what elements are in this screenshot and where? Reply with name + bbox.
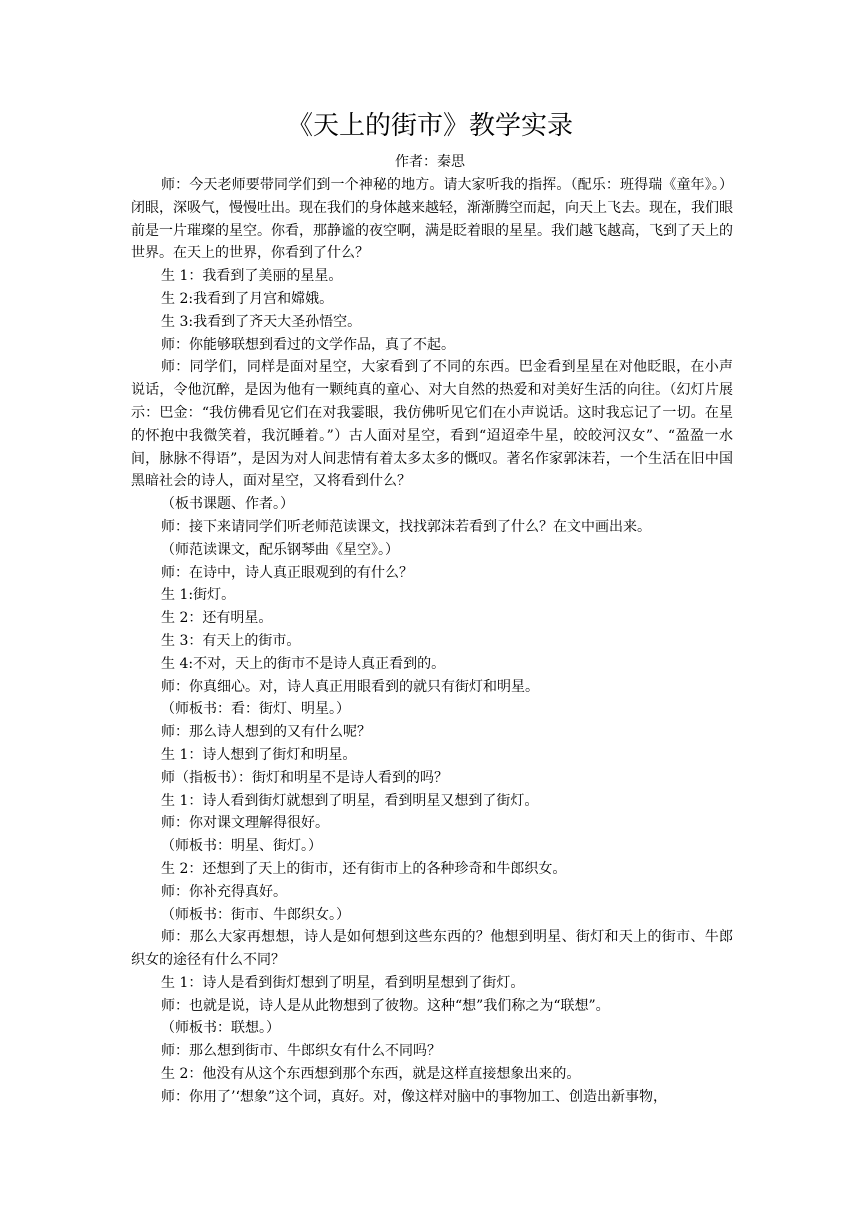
paragraph: （师板书：明星、街灯。） [161, 838, 322, 855]
paragraph: （板书课题、作者。） [161, 496, 294, 513]
paragraph: 生 2：他没有从这个东西想到那个东西，就是这样直接想象出来的。 [161, 1066, 581, 1083]
paragraph: （师板书：街市、牛郎织女。） [161, 906, 350, 923]
document-title: 《天上的街市》教学实录 [286, 111, 573, 141]
paragraph: 生 2:我看到了月宫和嫦娥。 [161, 290, 334, 307]
paragraph: 师：同学们，同样是面对星空，大家看到了不同的东西。巴金看到星星在对他眨眼，在小声说话，令他沉醉，是因为他有一颗纯真的童心、对大自然的热爱和对美好生活的向往。（幻灯片展示：巴金：“我仿佛看见它们在对我霎眼，我仿佛听见它们在小声说话。这时我忘记了一切。在星的怀抱中我微笑着，我沉睡着。”）古人面对星空，看到“迢迢牵牛星，皎皎河汉女”、“盈盈一水间，脉脉不得语”，是因为对人间悲情有着太多太多的慨叹。著名作家郭沫若，一个生活在旧中国黑暗社会的诗人，面对星空，又将看到什么？ [131, 359, 733, 490]
paragraph: 师：接下来请同学们听老师范读课文，找找郭沫若看到了什么？在文中画出来。 [161, 518, 651, 535]
paragraph: 生 1：我看到了美丽的星星。 [161, 268, 343, 285]
paragraph: 师：在诗中，诗人真正眼观到的有什么？ [161, 564, 413, 581]
paragraph: 生 1：诗人想到了街灯和明星。 [161, 746, 357, 763]
document-author: 作者：秦思 [395, 154, 465, 170]
paragraph: 师：你补充得真好。 [161, 883, 287, 900]
paragraph: 生 2：还有明星。 [161, 610, 273, 627]
paragraph: （师板书：看：街灯、明星。） [161, 701, 350, 718]
paragraph: 师：你能够联想到看过的文学作品，真了不起。 [161, 336, 455, 353]
paragraph: 师：你真细心。对，诗人真正用眼看到的就只有街灯和明星。 [161, 678, 539, 695]
paragraph: 师：你用了’‘想象”这个词，真好。对，像这样对脑中的事物加工、创造出新事物， [161, 1088, 668, 1105]
paragraph: 师：也就是说，诗人是从此物想到了彼物。这种“想”我们称之为“联想”。 [161, 997, 610, 1014]
paragraph: 生 1：诗人是看到街灯想到了明星，看到明星想到了街灯。 [161, 974, 525, 991]
paragraph: 师：那么诗人想到的又有什么呢？ [161, 724, 371, 741]
paragraph: 师：那么大家再想想，诗人是如何想到这些东西的？他想到明星、街灯和天上的街市、牛郎织女的途径有什么不同？ [131, 929, 733, 969]
paragraph: 师（指板书）：街灯和明星不是诗人看到的吗？ [161, 769, 448, 786]
paragraph: 师：那么想到街市、牛郎织女有什么不同吗？ [161, 1043, 441, 1060]
paragraph: 师：今天老师要带同学们到一个神秘的地方。请大家听我的指挥。（配乐：班得瑞《童年》。）闭眼，深吸气，慢慢吐出。现在我们的身体越来越轻，渐渐腾空而起，向天上飞去。现在，我们眼前是一片璀璨的星空。你看，那静谧的夜空啊，满是眨着眼的星星。我们越飞越高，飞到了天上的世界。在天上的世界，你看到了什么？ [131, 177, 733, 262]
paragraph: 师：你对课文理解得很好。 [161, 815, 329, 832]
paragraph: 生 1：诗人看到街灯就想到了明星，看到明星又想到了街灯。 [161, 792, 539, 809]
paragraph: 生 2：还想到了天上的街市，还有街市上的各种珍奇和牛郎织女。 [161, 860, 567, 877]
document-body [131, 174, 733, 1109]
paragraph: （师范读课文，配乐钢琴曲《星空》。） [161, 541, 399, 558]
paragraph: 生 3:我看到了齐天大圣孙悟空。 [161, 313, 362, 330]
paragraph: 生 3：有天上的街市。 [161, 632, 301, 649]
paragraph: （师板书：联想。） [161, 1020, 280, 1037]
paragraph: 生 1:街灯。 [161, 587, 236, 604]
paragraph: 生 4:不对，天上的街市不是诗人真正看到的。 [161, 655, 446, 672]
